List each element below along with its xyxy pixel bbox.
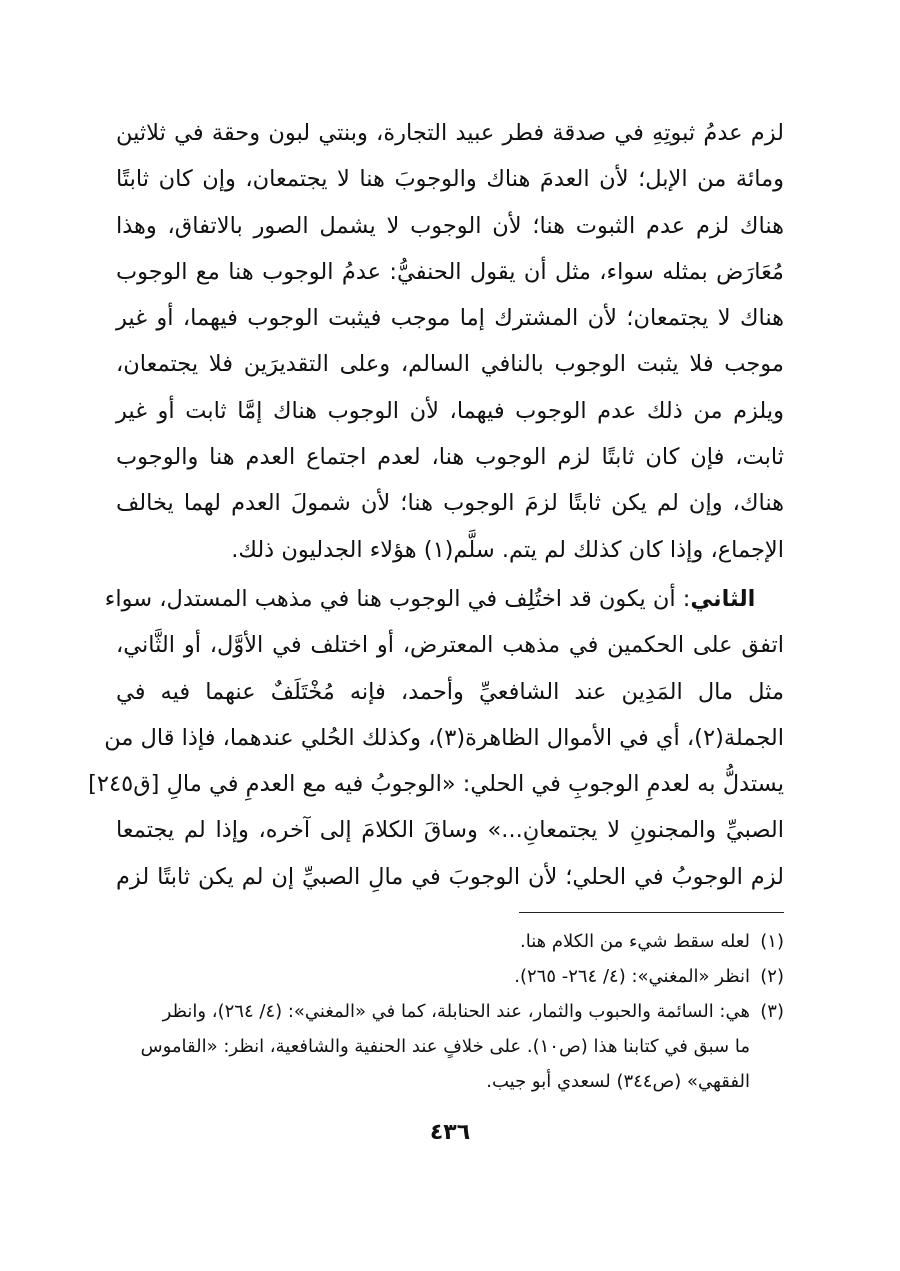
text-line: مُعَارَض بمثله سواء، مثل أن يقول الحنفيُّ: عدمُ الوجوب هنا مع الوجوب <box>116 258 784 285</box>
text-line: اتفق على الحكمين في مذهب المعترض، أو اختلف في الأوَّل، أو الثَّاني، <box>116 632 784 659</box>
footnote-divider <box>519 912 784 913</box>
footnotes <box>116 924 784 1099</box>
text-line: لزم عدمُ ثبوتِهِ في صدقة فطر عبيد التجارة، وبنتي لبون وحقة في ثلاثين <box>116 120 784 146</box>
footnote-text: انظر «المغني»: (٤/ ٢٦٤- ٢٦٥). <box>514 966 750 987</box>
text-line: الإجماع، وإذا كان كذلك لم يتم. سلَّم(١) هؤلاء الجدليون ذلك. <box>231 536 784 563</box>
paragraph-first-line-text: : أن يكون قد اختُلِف في الوجوب هنا في مذهب المستدل، سواء <box>104 585 691 612</box>
footnote-number: (٣) <box>760 1001 784 1022</box>
footnote-text: هي: السائمة والحبوب والثمار، عند الحنابلة، كما في «المغني»: (٤/ ٢٦٤)، وانظر <box>162 1001 750 1022</box>
footnote-2 <box>116 959 784 994</box>
footnote-number: (١) <box>760 931 784 952</box>
text-line: ثابت، فإن كان ثابتًا لزم الوجوب هنا، لعدم اجتماع العدم هنا والوجوب <box>116 444 784 471</box>
text-line: الصبيِّ والمجنونِ لا يجتمعانِ...» وساقَ الكلامَ إلى آخره، وإذا لم يجتمعا <box>116 817 784 844</box>
footnote-text: لعله سقط شيء من الكلام هنا. <box>520 931 750 952</box>
text-line: موجب فلا يثبت الوجوب بالنافي السالم، وعلى التقديرَين فلا يجتمعان، <box>116 351 784 378</box>
paragraph-1 <box>116 110 784 573</box>
text-line: مثل مال المَدِين عند الشافعيِّ وأحمد، فإنه مُخْتَلَفٌ عنهما فيه في <box>116 678 784 705</box>
text-line: يستدلُّ به لعدمِ الوجوبِ في الحلي: «الوجوبُ فيه مع العدمِ في مالِ [ق٢٤٥] <box>88 771 784 798</box>
footnote-number: (٢) <box>760 966 784 987</box>
footnote-1 <box>116 924 784 959</box>
text-line: ويلزم من ذلك عدم الوجوب فيهما، لأن الوجوب هناك إمَّا ثابت أو غير <box>116 397 784 424</box>
footnote-3 <box>116 994 784 1029</box>
text-line: هناك لا يجتمعان؛ لأن المشترك إما موجب فيثبت الوجوب فيهما، أو غير <box>116 305 784 332</box>
text-line: لزم الوجوبُ في الحلي؛ لأن الوجوبَ في مالِ الصبيِّ إن لم يكن ثابتًا لزم <box>116 863 784 890</box>
paragraph-term: الثاني <box>690 585 756 612</box>
footnote-3-continuation: الفقهي» (ص٣٤٤) لسعدي أبو جيب. <box>486 1071 750 1092</box>
text-line: هناك، وإن لم يكن ثابتًا لزمَ الوجوب هنا؛ لأن شمولَ العدم لهما يخالف <box>116 490 784 517</box>
text-line: ومائة من الإبل؛ لأن العدمَ هناك والوجوبَ هنا لا يجتمعان، وإن كان ثابتًا <box>116 166 784 193</box>
text-line: الجملة(٢)، أي في الأموال الظاهرة(٣)، وكذلك الحُلي عندهما، فإذا قال من <box>104 724 784 751</box>
text-line: هناك لزم عدم الثبوت هنا؛ لأن الوجوب لا يشمل الصور بالاتفاق، وهذا <box>116 212 784 239</box>
footnote-3-continuation: ما سبق في كتابنا هذا (ص١٠). على خلافٍ عند الحنفية والشافعية، انظر: «القاموس <box>140 1036 750 1057</box>
text-line-first <box>104 576 784 622</box>
page-body <box>88 110 784 900</box>
page-number: ٤٣٦ <box>429 1120 471 1145</box>
paragraph-2 <box>88 576 784 900</box>
